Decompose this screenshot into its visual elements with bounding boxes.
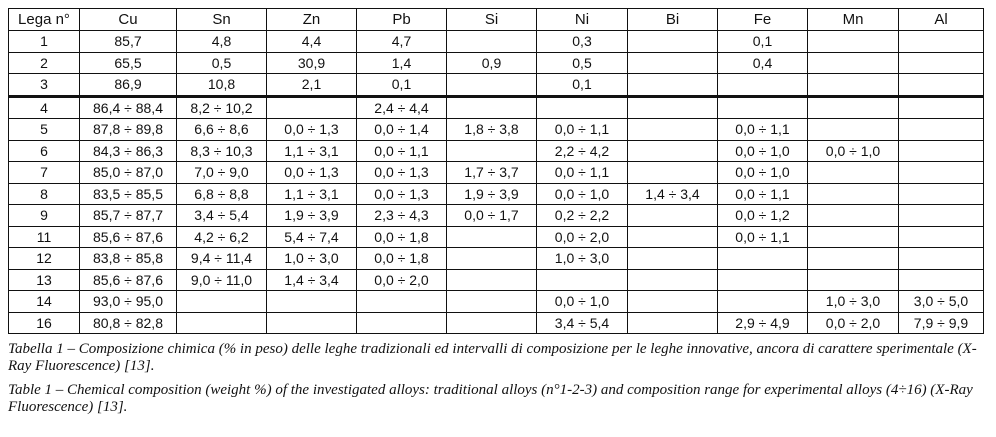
composition-cell bbox=[899, 226, 984, 248]
composition-cell: 86,9 bbox=[80, 74, 177, 97]
composition-cell: 8,3 ÷ 10,3 bbox=[177, 140, 267, 162]
table-row bbox=[9, 96, 984, 119]
composition-cell: 0,0 ÷ 1,1 bbox=[718, 183, 808, 205]
alloy-number-cell: 8 bbox=[9, 183, 80, 205]
composition-cell: 83,8 ÷ 85,8 bbox=[80, 248, 177, 270]
composition-cell: 85,0 ÷ 87,0 bbox=[80, 162, 177, 184]
caption-english: Table 1 – Chemical composition (weight %) of the investigated alloys: traditional alloys (n°1-2-3) and composition range for experimental alloys (4÷16) (X-Ray Fluorescence) [13]. bbox=[8, 382, 973, 415]
alloy-number-cell: 16 bbox=[9, 312, 80, 334]
composition-cell bbox=[357, 312, 447, 334]
composition-cell bbox=[628, 162, 718, 184]
composition-cell bbox=[628, 312, 718, 334]
header-fe: Fe bbox=[718, 9, 808, 31]
composition-cell bbox=[357, 291, 447, 313]
composition-cell: 0,1 bbox=[537, 74, 628, 97]
alloy-number-cell: 11 bbox=[9, 226, 80, 248]
composition-cell: 0,0 ÷ 1,0 bbox=[718, 140, 808, 162]
composition-cell: 0,0 ÷ 1,0 bbox=[537, 291, 628, 313]
composition-cell: 0,0 ÷ 1,3 bbox=[267, 119, 357, 141]
composition-cell: 0,1 bbox=[357, 74, 447, 97]
alloy-number-cell: 7 bbox=[9, 162, 80, 184]
alloy-number-cell: 2 bbox=[9, 52, 80, 74]
composition-cell: 7,9 ÷ 9,9 bbox=[899, 312, 984, 334]
composition-cell: 0,1 bbox=[718, 31, 808, 53]
composition-cell: 0,0 ÷ 2,0 bbox=[537, 226, 628, 248]
composition-cell: 1,0 ÷ 3,0 bbox=[267, 248, 357, 270]
alloy-number-cell: 6 bbox=[9, 140, 80, 162]
header-ni: Ni bbox=[537, 9, 628, 31]
composition-cell bbox=[267, 312, 357, 334]
composition-cell bbox=[628, 52, 718, 74]
alloy-number-cell: 12 bbox=[9, 248, 80, 270]
composition-cell bbox=[899, 52, 984, 74]
table-row bbox=[9, 52, 984, 74]
composition-cell bbox=[899, 119, 984, 141]
composition-cell bbox=[808, 205, 899, 227]
composition-cell bbox=[808, 183, 899, 205]
composition-cell bbox=[447, 269, 537, 291]
alloy-number-cell: 13 bbox=[9, 269, 80, 291]
composition-cell bbox=[718, 269, 808, 291]
composition-cell bbox=[899, 96, 984, 119]
composition-cell: 86,4 ÷ 88,4 bbox=[80, 96, 177, 119]
composition-cell bbox=[628, 119, 718, 141]
composition-cell: 3,0 ÷ 5,0 bbox=[899, 291, 984, 313]
composition-cell bbox=[808, 119, 899, 141]
composition-cell bbox=[718, 248, 808, 270]
composition-cell bbox=[899, 140, 984, 162]
composition-cell: 5,4 ÷ 7,4 bbox=[267, 226, 357, 248]
composition-cell: 1,7 ÷ 3,7 bbox=[447, 162, 537, 184]
table-body bbox=[9, 31, 984, 334]
table-row bbox=[9, 312, 984, 334]
composition-cell: 2,4 ÷ 4,4 bbox=[357, 96, 447, 119]
composition-cell: 10,8 bbox=[177, 74, 267, 97]
composition-cell: 9,0 ÷ 11,0 bbox=[177, 269, 267, 291]
composition-cell: 3,4 ÷ 5,4 bbox=[537, 312, 628, 334]
composition-cell bbox=[628, 291, 718, 313]
composition-cell bbox=[447, 74, 537, 97]
composition-cell bbox=[808, 96, 899, 119]
composition-cell: 2,3 ÷ 4,3 bbox=[357, 205, 447, 227]
composition-cell: 3,4 ÷ 5,4 bbox=[177, 205, 267, 227]
composition-cell bbox=[808, 52, 899, 74]
composition-cell bbox=[177, 291, 267, 313]
composition-cell: 80,8 ÷ 82,8 bbox=[80, 312, 177, 334]
composition-cell: 0,0 ÷ 1,1 bbox=[357, 140, 447, 162]
composition-cell: 0,0 ÷ 1,7 bbox=[447, 205, 537, 227]
alloy-composition-table bbox=[8, 8, 984, 334]
header-bi: Bi bbox=[628, 9, 718, 31]
table-row bbox=[9, 248, 984, 270]
table-row bbox=[9, 74, 984, 97]
composition-cell: 85,7 bbox=[80, 31, 177, 53]
composition-cell bbox=[718, 96, 808, 119]
composition-cell bbox=[628, 248, 718, 270]
alloy-number-cell: 9 bbox=[9, 205, 80, 227]
composition-cell bbox=[447, 140, 537, 162]
composition-cell: 93,0 ÷ 95,0 bbox=[80, 291, 177, 313]
composition-cell: 0,2 ÷ 2,2 bbox=[537, 205, 628, 227]
alloy-number-cell: 1 bbox=[9, 31, 80, 53]
composition-cell: 2,2 ÷ 4,2 bbox=[537, 140, 628, 162]
composition-cell bbox=[628, 205, 718, 227]
table-row bbox=[9, 162, 984, 184]
header-pb: Pb bbox=[357, 9, 447, 31]
composition-cell: 0,0 ÷ 1,1 bbox=[537, 119, 628, 141]
composition-cell: 1,0 ÷ 3,0 bbox=[808, 291, 899, 313]
composition-cell: 1,1 ÷ 3,1 bbox=[267, 140, 357, 162]
table-row bbox=[9, 291, 984, 313]
composition-cell: 0,0 ÷ 1,1 bbox=[537, 162, 628, 184]
table-row bbox=[9, 226, 984, 248]
composition-cell bbox=[628, 269, 718, 291]
composition-cell bbox=[899, 74, 984, 97]
composition-cell bbox=[628, 226, 718, 248]
composition-cell: 1,4 bbox=[357, 52, 447, 74]
composition-cell bbox=[899, 205, 984, 227]
composition-cell: 9,4 ÷ 11,4 bbox=[177, 248, 267, 270]
composition-cell bbox=[808, 162, 899, 184]
alloy-number-cell: 4 bbox=[9, 96, 80, 119]
table-row bbox=[9, 183, 984, 205]
composition-cell: 0,9 bbox=[447, 52, 537, 74]
composition-cell bbox=[899, 162, 984, 184]
header-zn: Zn bbox=[267, 9, 357, 31]
table-row bbox=[9, 140, 984, 162]
composition-cell bbox=[447, 226, 537, 248]
composition-cell: 0,0 ÷ 2,0 bbox=[808, 312, 899, 334]
composition-cell: 2,9 ÷ 4,9 bbox=[718, 312, 808, 334]
composition-cell: 1,4 ÷ 3,4 bbox=[628, 183, 718, 205]
composition-cell: 0,0 ÷ 1,1 bbox=[718, 226, 808, 248]
composition-cell: 0,0 ÷ 1,8 bbox=[357, 248, 447, 270]
composition-cell: 85,6 ÷ 87,6 bbox=[80, 269, 177, 291]
composition-cell: 4,4 bbox=[267, 31, 357, 53]
composition-cell bbox=[718, 291, 808, 313]
composition-cell bbox=[447, 248, 537, 270]
composition-cell bbox=[177, 312, 267, 334]
composition-cell: 0,0 ÷ 1,0 bbox=[808, 140, 899, 162]
composition-cell: 2,1 bbox=[267, 74, 357, 97]
composition-cell bbox=[899, 269, 984, 291]
composition-cell: 0,5 bbox=[537, 52, 628, 74]
alloy-number-cell: 5 bbox=[9, 119, 80, 141]
header-sn: Sn bbox=[177, 9, 267, 31]
composition-cell: 0,0 ÷ 1,3 bbox=[357, 162, 447, 184]
composition-cell bbox=[808, 31, 899, 53]
composition-cell bbox=[808, 74, 899, 97]
composition-cell: 6,6 ÷ 8,6 bbox=[177, 119, 267, 141]
composition-cell bbox=[899, 183, 984, 205]
composition-cell: 0,0 ÷ 1,3 bbox=[267, 162, 357, 184]
alloy-number-cell: 3 bbox=[9, 74, 80, 97]
composition-cell: 0,4 bbox=[718, 52, 808, 74]
composition-cell: 6,8 ÷ 8,8 bbox=[177, 183, 267, 205]
composition-cell bbox=[808, 226, 899, 248]
composition-cell: 0,0 ÷ 2,0 bbox=[357, 269, 447, 291]
table-row bbox=[9, 31, 984, 53]
composition-cell: 65,5 bbox=[80, 52, 177, 74]
header-si: Si bbox=[447, 9, 537, 31]
composition-cell: 1,9 ÷ 3,9 bbox=[447, 183, 537, 205]
composition-cell bbox=[447, 312, 537, 334]
composition-cell: 85,7 ÷ 87,7 bbox=[80, 205, 177, 227]
composition-cell: 0,0 ÷ 1,1 bbox=[718, 119, 808, 141]
composition-cell: 0,3 bbox=[537, 31, 628, 53]
composition-cell bbox=[899, 248, 984, 270]
composition-cell bbox=[267, 291, 357, 313]
header-alloy-number: Lega n° bbox=[9, 9, 80, 31]
composition-cell bbox=[628, 31, 718, 53]
alloy-number-cell: 14 bbox=[9, 291, 80, 313]
composition-cell bbox=[537, 96, 628, 119]
composition-cell: 1,1 ÷ 3,1 bbox=[267, 183, 357, 205]
composition-cell bbox=[267, 96, 357, 119]
caption-italian: Tabella 1 – Composizione chimica (% in peso) delle leghe tradizionali ed intervalli di composizione per le leghe innovative, ancora di carattere sperimentale (X-Ray Fluorescence) [13]. bbox=[8, 341, 977, 374]
composition-cell bbox=[899, 31, 984, 53]
table-row bbox=[9, 269, 984, 291]
composition-cell bbox=[808, 269, 899, 291]
composition-cell: 1,9 ÷ 3,9 bbox=[267, 205, 357, 227]
composition-cell: 1,0 ÷ 3,0 bbox=[537, 248, 628, 270]
composition-cell: 84,3 ÷ 86,3 bbox=[80, 140, 177, 162]
composition-cell: 83,5 ÷ 85,5 bbox=[80, 183, 177, 205]
composition-cell: 1,8 ÷ 3,8 bbox=[447, 119, 537, 141]
composition-cell: 4,7 bbox=[357, 31, 447, 53]
composition-cell: 4,2 ÷ 6,2 bbox=[177, 226, 267, 248]
composition-cell bbox=[447, 31, 537, 53]
composition-cell bbox=[628, 74, 718, 97]
composition-cell bbox=[628, 96, 718, 119]
table-header-row bbox=[9, 9, 984, 31]
composition-cell: 7,0 ÷ 9,0 bbox=[177, 162, 267, 184]
composition-cell: 8,2 ÷ 10,2 bbox=[177, 96, 267, 119]
composition-cell: 0,0 ÷ 1,0 bbox=[537, 183, 628, 205]
composition-cell: 0,0 ÷ 1,8 bbox=[357, 226, 447, 248]
composition-cell: 0,0 ÷ 1,4 bbox=[357, 119, 447, 141]
composition-cell: 0,0 ÷ 1,0 bbox=[718, 162, 808, 184]
header-al: Al bbox=[899, 9, 984, 31]
header-mn: Mn bbox=[808, 9, 899, 31]
composition-cell: 0,5 bbox=[177, 52, 267, 74]
composition-cell: 0,0 ÷ 1,2 bbox=[718, 205, 808, 227]
composition-cell: 0,0 ÷ 1,3 bbox=[357, 183, 447, 205]
header-cu: Cu bbox=[80, 9, 177, 31]
table-row bbox=[9, 119, 984, 141]
composition-cell bbox=[628, 140, 718, 162]
composition-cell bbox=[447, 291, 537, 313]
composition-cell: 87,8 ÷ 89,8 bbox=[80, 119, 177, 141]
composition-cell bbox=[447, 96, 537, 119]
composition-cell bbox=[808, 248, 899, 270]
document-content bbox=[8, 8, 988, 416]
composition-cell: 30,9 bbox=[267, 52, 357, 74]
table-row bbox=[9, 205, 984, 227]
composition-cell: 4,8 bbox=[177, 31, 267, 53]
composition-cell: 85,6 ÷ 87,6 bbox=[80, 226, 177, 248]
composition-cell bbox=[718, 74, 808, 97]
composition-cell bbox=[537, 269, 628, 291]
composition-cell: 1,4 ÷ 3,4 bbox=[267, 269, 357, 291]
